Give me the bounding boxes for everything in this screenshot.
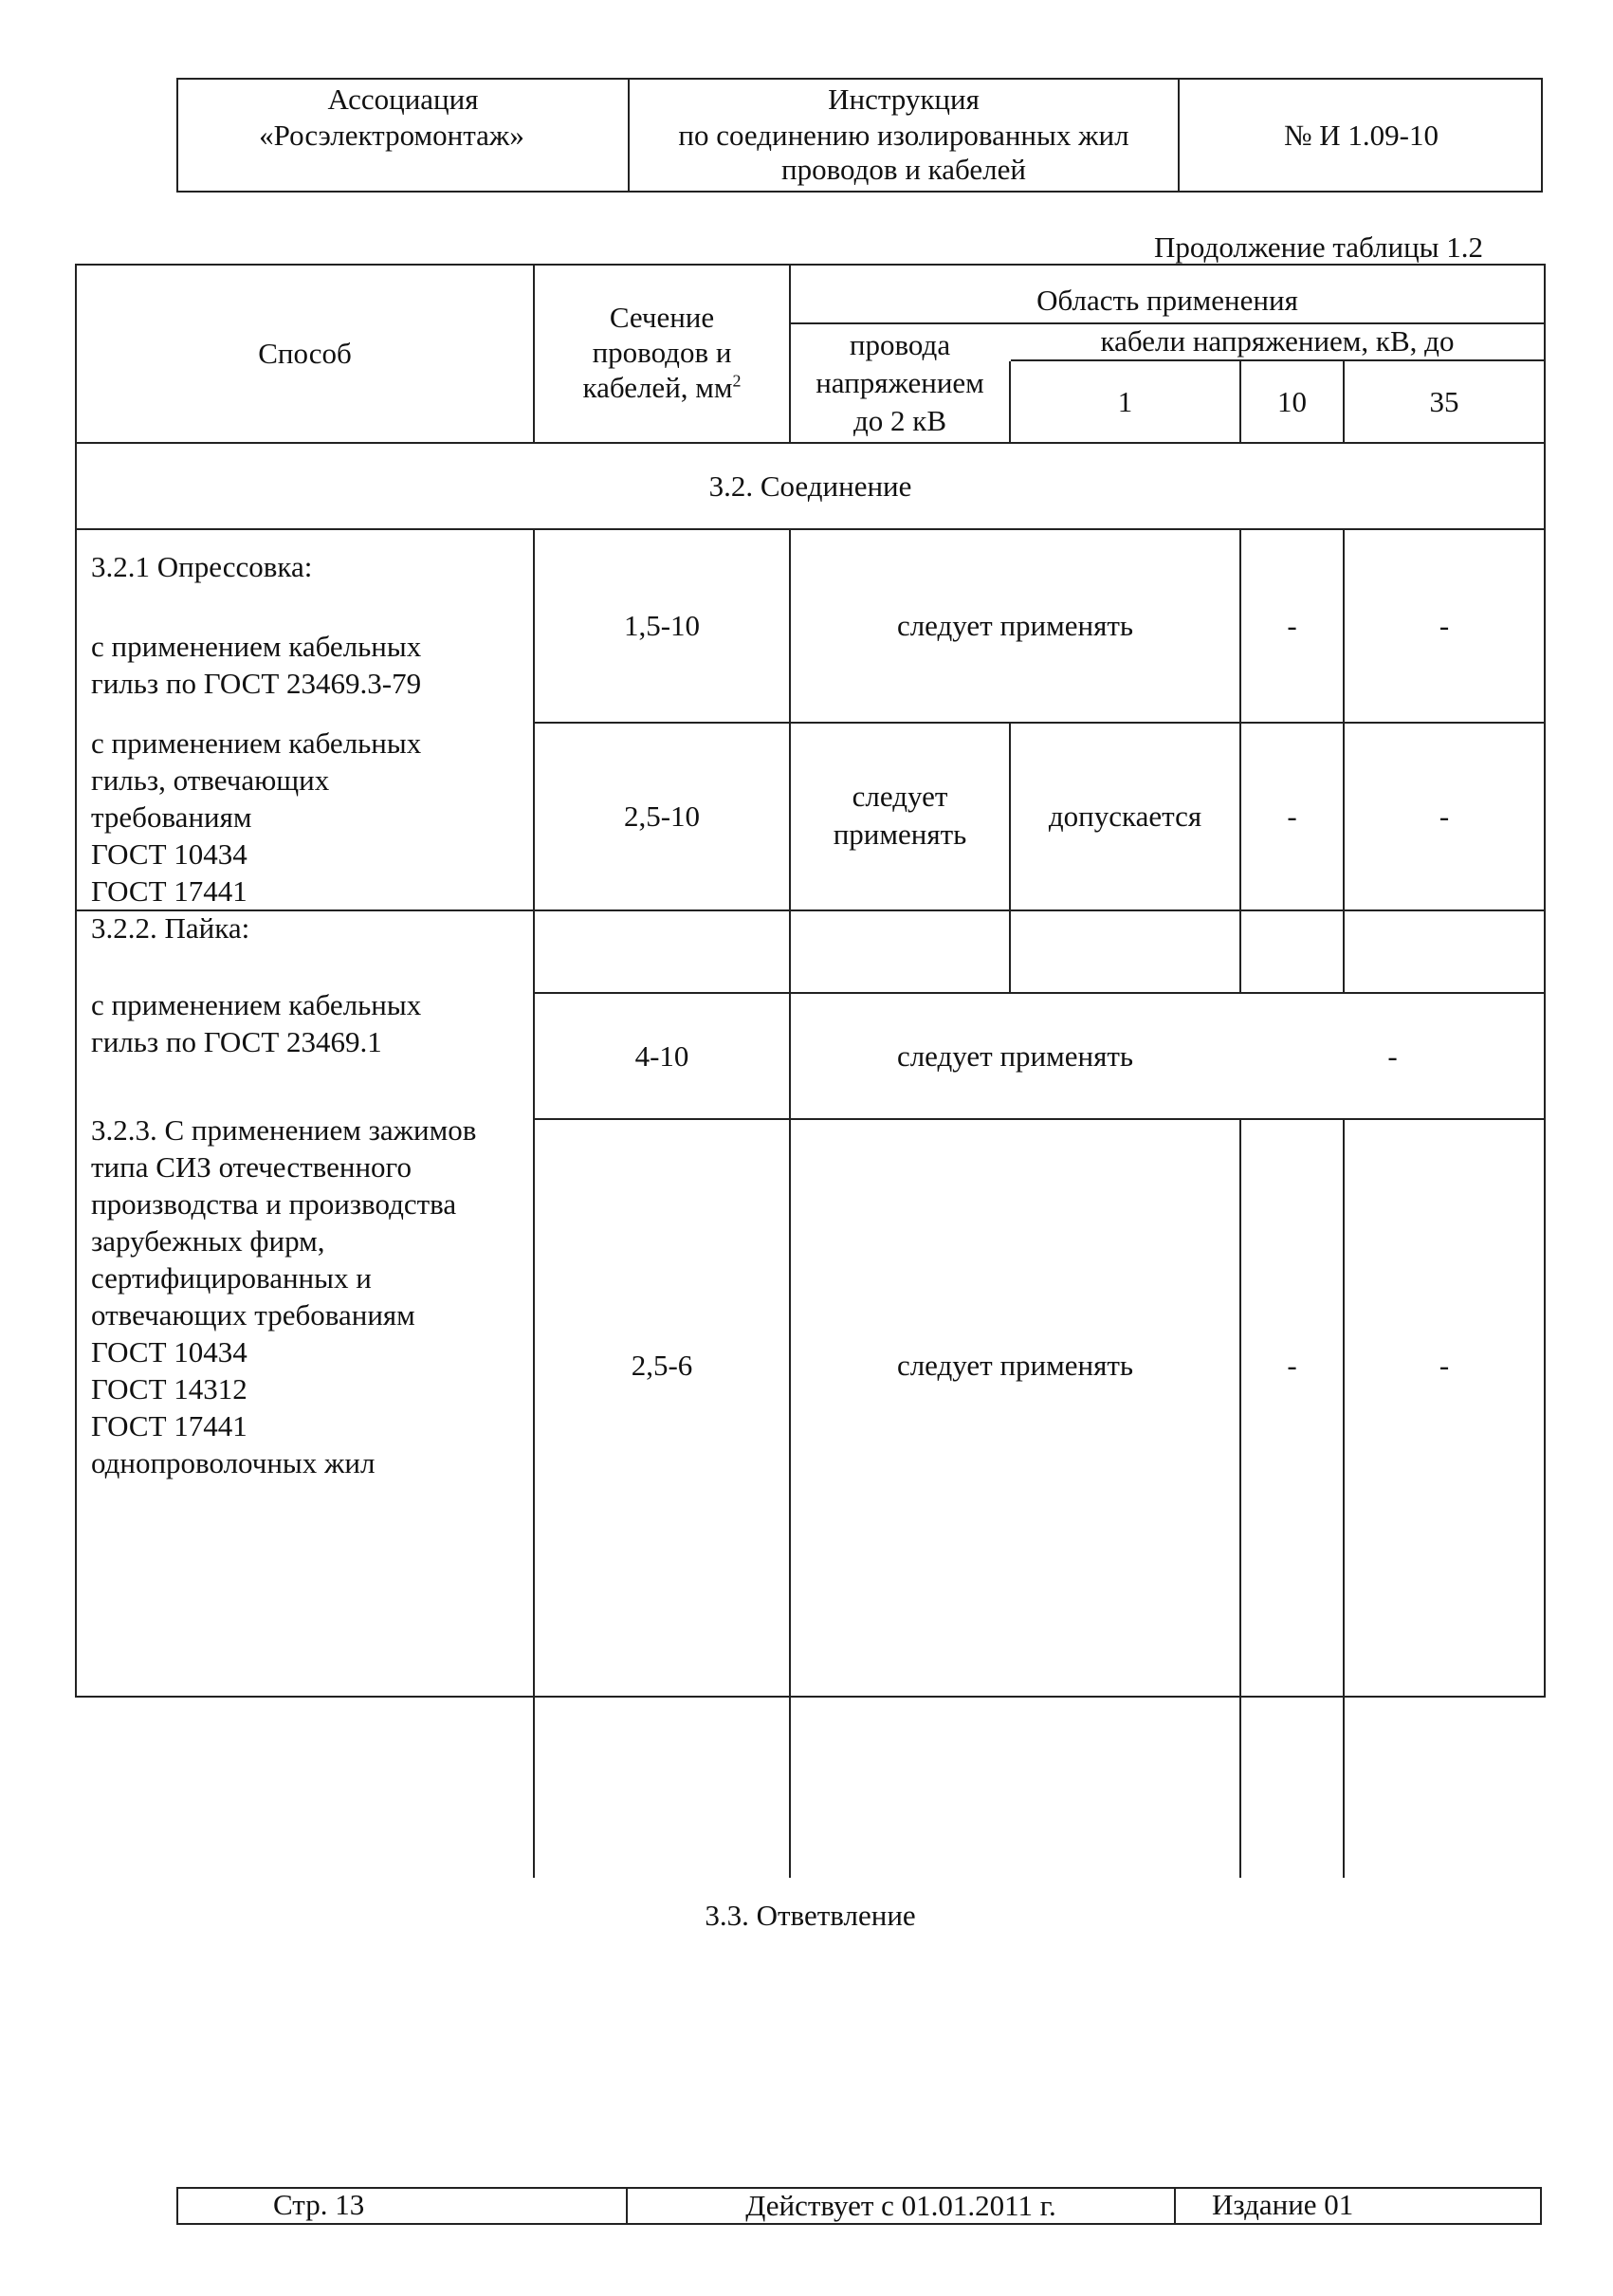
application-value: следует применять bbox=[896, 1038, 1134, 1073]
document-header bbox=[176, 78, 1543, 193]
dash-value: - bbox=[1439, 1349, 1450, 1382]
header-kv-10: 10 bbox=[1277, 384, 1307, 418]
dash-value: - bbox=[1287, 1349, 1297, 1382]
section-heading: 3.3. Ответвление bbox=[705, 1899, 916, 1932]
row-method-text: 3.2.3. С применением зажимов типа СИЗ отечественного производства и производства зарубежных фирм, сертифицированных и отвечающих требованиям ГОСТ 10434 ГОСТ 14312 ГОСТ 17441 однопроволочных жил bbox=[91, 1113, 477, 1479]
cross-section-value: 4-10 bbox=[634, 1038, 689, 1073]
application-table bbox=[75, 264, 1546, 1932]
application-value: следует применять bbox=[896, 1349, 1134, 1382]
document-number: № И 1.09-10 bbox=[1283, 118, 1439, 152]
row-method-text: с применением кабельных гильз по ГОСТ 23469.1 bbox=[91, 988, 422, 1058]
grid-line bbox=[533, 1118, 1544, 1120]
row-title-soldering: 3.2.2. Пайка: bbox=[91, 911, 250, 945]
header-application-area: Область применения bbox=[1036, 284, 1298, 317]
continuation-label: Продолжение таблицы 1.2 bbox=[1154, 230, 1483, 264]
application-value: допускается bbox=[1048, 799, 1202, 833]
cross-section-value: 2,5-6 bbox=[631, 1349, 693, 1382]
valid-from: Действует с 01.01.2011 г. bbox=[745, 2189, 1056, 2222]
footer-divider bbox=[1174, 2189, 1176, 2223]
grid-line bbox=[1343, 1120, 1345, 1878]
grid-line bbox=[77, 909, 1544, 911]
dash-value: - bbox=[1439, 609, 1450, 642]
page-number: Стр. 13 bbox=[273, 2188, 365, 2221]
row-title-crimping: 3.2.1 Опрессовка: bbox=[91, 550, 313, 583]
row-method-text: с применением кабельных гильз по ГОСТ 23469.3-79 bbox=[91, 630, 422, 700]
document-title: Инструкция по соединению изолированных жил проводов и кабелей bbox=[678, 83, 1129, 186]
organization-name: Ассоциация «Росэлектромонтаж» bbox=[259, 83, 524, 152]
header-kv-35: 35 bbox=[1429, 384, 1459, 418]
section-heading: 3.2. Соединение bbox=[708, 468, 912, 503]
application-value: следует применять bbox=[896, 609, 1134, 642]
dash-value: - bbox=[1439, 799, 1450, 833]
header-cross-section: Сечение проводов и кабелей, $мм^2$ bbox=[582, 301, 742, 404]
grid-line bbox=[1239, 1120, 1241, 1878]
application-value: следует применять bbox=[833, 780, 967, 851]
header-wires: провода напряжением до 2 кВ bbox=[816, 328, 984, 437]
dash-value: - bbox=[1287, 609, 1297, 642]
edition: Издание 01 bbox=[1212, 2188, 1354, 2221]
dash-value: - bbox=[1287, 799, 1297, 833]
document-footer bbox=[176, 2187, 1542, 2225]
header-method: Способ bbox=[258, 337, 352, 370]
dash-value: - bbox=[1387, 1038, 1398, 1073]
cross-section-value: 2,5-10 bbox=[623, 799, 701, 833]
row-method-text: с применением кабельных гильз, отвечающих требованиям ГОСТ 10434 ГОСТ 17441 bbox=[91, 726, 422, 908]
header-kv-1: 1 bbox=[1117, 384, 1133, 418]
header-cables: кабели напряжением, кВ, до bbox=[1100, 324, 1455, 358]
cross-section-value: 1,5-10 bbox=[623, 609, 701, 642]
grid-line bbox=[789, 530, 791, 1878]
